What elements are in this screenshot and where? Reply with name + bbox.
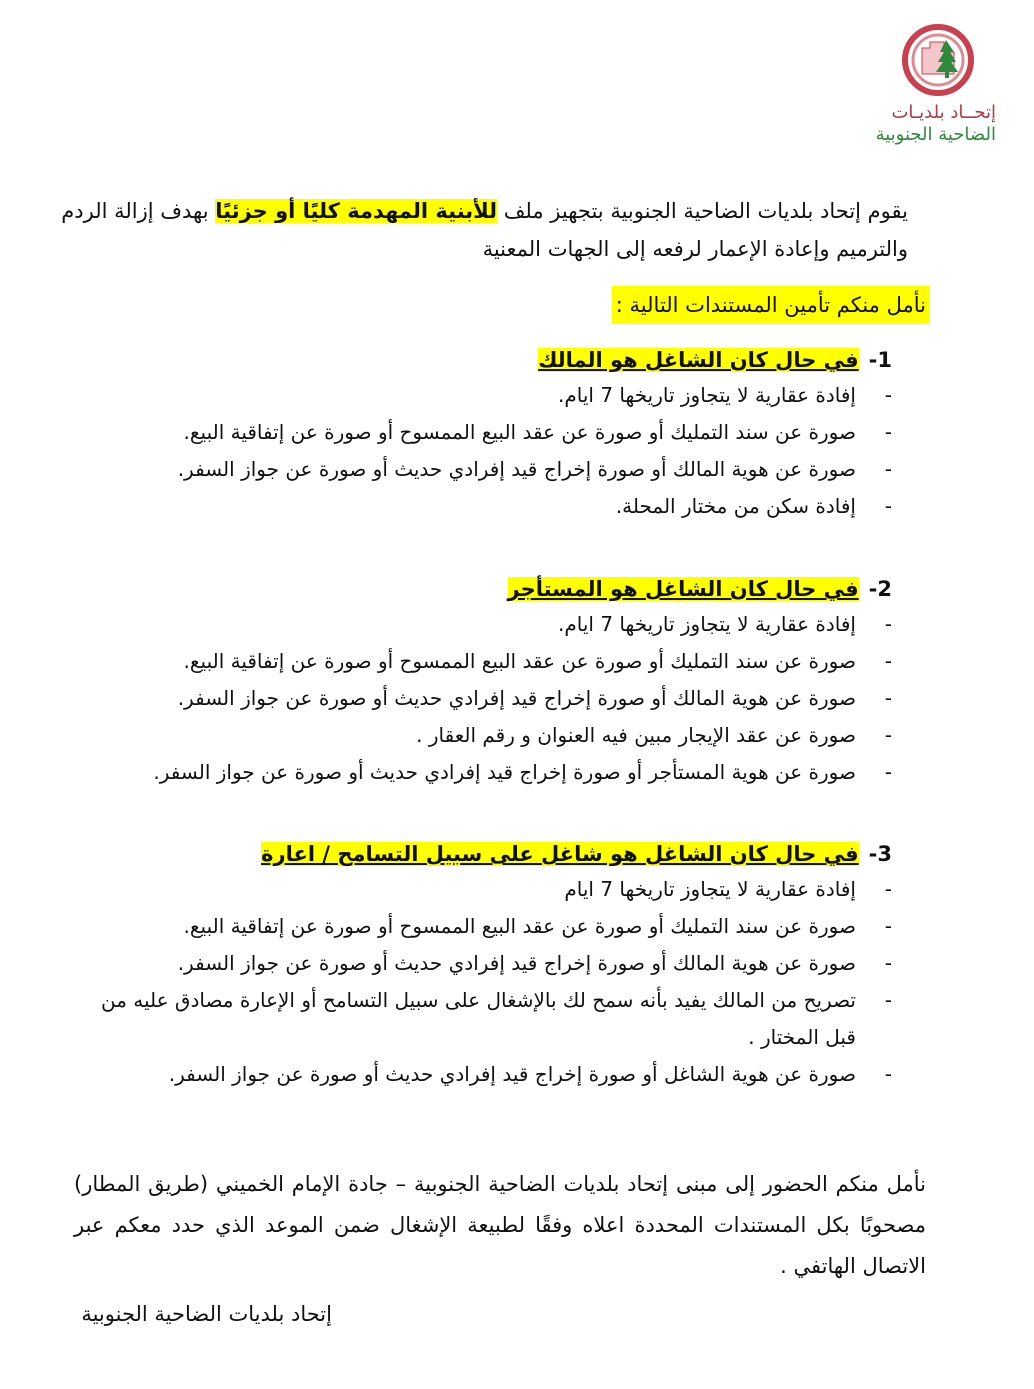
section-heading bbox=[76, 837, 892, 871]
list-dash: - bbox=[884, 612, 892, 636]
union-logo bbox=[866, 22, 1006, 152]
section-number: 1- bbox=[868, 348, 892, 372]
request-heading: نأمل منكم تأمين المستندات التالية : bbox=[612, 286, 930, 324]
list-item-text: صورة عن هوية المالك أو صورة إخراج قيد إفرادي حديث أو صورة عن جواز السفر. bbox=[177, 457, 856, 481]
section-heading bbox=[153, 572, 892, 606]
list-item-text: صورة عن سند التمليك أو صورة عن عقد البيع الممسوح أو صورة عن إتفاقية البيع. bbox=[183, 420, 856, 444]
list-item-text: صورة عن هوية الشاغل أو صورة إخراج قيد إفرادي حديث أو صورة عن جواز السفر. bbox=[168, 1062, 856, 1086]
list-item bbox=[178, 451, 892, 488]
list-item bbox=[76, 982, 892, 1056]
section-number: 2- bbox=[868, 577, 892, 601]
section-title: في حال كان الشاغل هو المالك bbox=[538, 348, 859, 372]
list-dash: - bbox=[884, 951, 892, 975]
list-dash: - bbox=[884, 988, 892, 1012]
list-item-text: صورة عن سند التمليك أو صورة عن عقد البيع الممسوح أو صورة عن إتفاقية البيع. bbox=[183, 649, 856, 673]
list-item-text: صورة عن عقد الإيجار مبين فيه العنوان و رقم العقار . bbox=[416, 723, 856, 747]
list-item-text: إفادة سكن من مختار المحلة. bbox=[615, 494, 856, 518]
intro-line-1 bbox=[61, 192, 908, 230]
list-item-text: صورة عن هوية المالك أو صورة إخراج قيد إفرادي حديث أو صورة عن جواز السفر. bbox=[177, 686, 856, 710]
list-dash: - bbox=[884, 383, 892, 407]
logo-line-1: إتحــاد بلديـات bbox=[891, 102, 996, 123]
list-item bbox=[76, 908, 892, 945]
section-title: في حال كان الشاغل هو شاغل على سبيل التسامح / اعارة bbox=[261, 842, 859, 866]
list-dash: - bbox=[884, 649, 892, 673]
cedar-logo-icon bbox=[900, 22, 976, 98]
logo-line-2: الضاحية الجنوبية bbox=[875, 124, 996, 145]
list-dash: - bbox=[884, 494, 892, 518]
list-dash: - bbox=[884, 914, 892, 938]
list-dash: - bbox=[884, 686, 892, 710]
list-item bbox=[178, 488, 892, 525]
list-dash: - bbox=[884, 723, 892, 747]
list-item-text: صورة عن سند التمليك أو صورة عن عقد البيع الممسوح أو صورة عن إتفاقية البيع. bbox=[183, 914, 856, 938]
list-item-text: صورة عن هوية المستأجر أو صورة إخراج قيد إفرادي حديث أو صورة عن جواز السفر. bbox=[153, 760, 856, 784]
section-owner bbox=[178, 343, 892, 525]
list-item bbox=[76, 1056, 892, 1093]
document-list bbox=[153, 606, 892, 791]
list-item bbox=[153, 717, 892, 754]
document-list bbox=[178, 377, 892, 525]
list-dash: - bbox=[884, 877, 892, 901]
list-dash: - bbox=[884, 457, 892, 481]
list-item-text: تصريح من المالك يفيد بأنه سمح لك بالإشغال على سبيل التسامح أو الإعارة مصادق عليه من قبل المختار . bbox=[100, 988, 856, 1049]
section-number: 3- bbox=[868, 842, 892, 866]
list-item-text: صورة عن هوية المالك أو صورة إخراج قيد إفرادي حديث أو صورة عن جواز السفر. bbox=[177, 951, 856, 975]
intro-text-start: يقوم إتحاد بلديات الضاحية الجنوبية بتجهيز ملف bbox=[497, 199, 908, 223]
list-item bbox=[153, 606, 892, 643]
list-item-text: إفادة عقارية لا يتجاوز تاريخها 7 ايام. bbox=[558, 383, 856, 407]
list-dash: - bbox=[884, 1062, 892, 1086]
logo-text bbox=[866, 102, 996, 146]
intro-line-2: والترميم وإعادة الإعمار لرفعه إلى الجهات المعنية bbox=[482, 237, 908, 261]
list-item bbox=[178, 377, 892, 414]
document-list bbox=[76, 871, 892, 1093]
section-occupant bbox=[76, 837, 892, 1093]
signature: إتحاد بلديات الضاحية الجنوبية bbox=[81, 1302, 332, 1326]
list-dash: - bbox=[884, 420, 892, 444]
intro-paragraph bbox=[61, 192, 908, 268]
list-item-text: إفادة عقارية لا يتجاوز تاريخها 7 ايام bbox=[564, 877, 856, 901]
list-dash: - bbox=[884, 760, 892, 784]
list-item-text: إفادة عقارية لا يتجاوز تاريخها 7 ايام. bbox=[558, 612, 856, 636]
list-item bbox=[76, 871, 892, 908]
list-item bbox=[76, 945, 892, 982]
list-item bbox=[178, 414, 892, 451]
list-item bbox=[153, 643, 892, 680]
section-heading bbox=[178, 343, 892, 377]
list-item bbox=[153, 754, 892, 791]
section-tenant bbox=[153, 572, 892, 791]
intro-highlight: للأبنية المهدمة كليًا أو جزئيًا bbox=[215, 199, 498, 223]
closing-paragraph: نأمل منكم الحضور إلى مبنى إتحاد بلديات الضاحية الجنوبية – جادة الإمام الخميني (طريق المطار) مصحوبًا بكل المستندات المحددة اعلاه وفقًا لطبيعة الإشغال ضمن الموعد الذي حدد معكم عبر الاتصال الهاتفي . bbox=[74, 1172, 926, 1278]
section-title: في حال كان الشاغل هو المستأجر bbox=[507, 577, 859, 601]
list-item bbox=[153, 680, 892, 717]
intro-text-end: بهدف إزالة الردم bbox=[61, 199, 216, 223]
